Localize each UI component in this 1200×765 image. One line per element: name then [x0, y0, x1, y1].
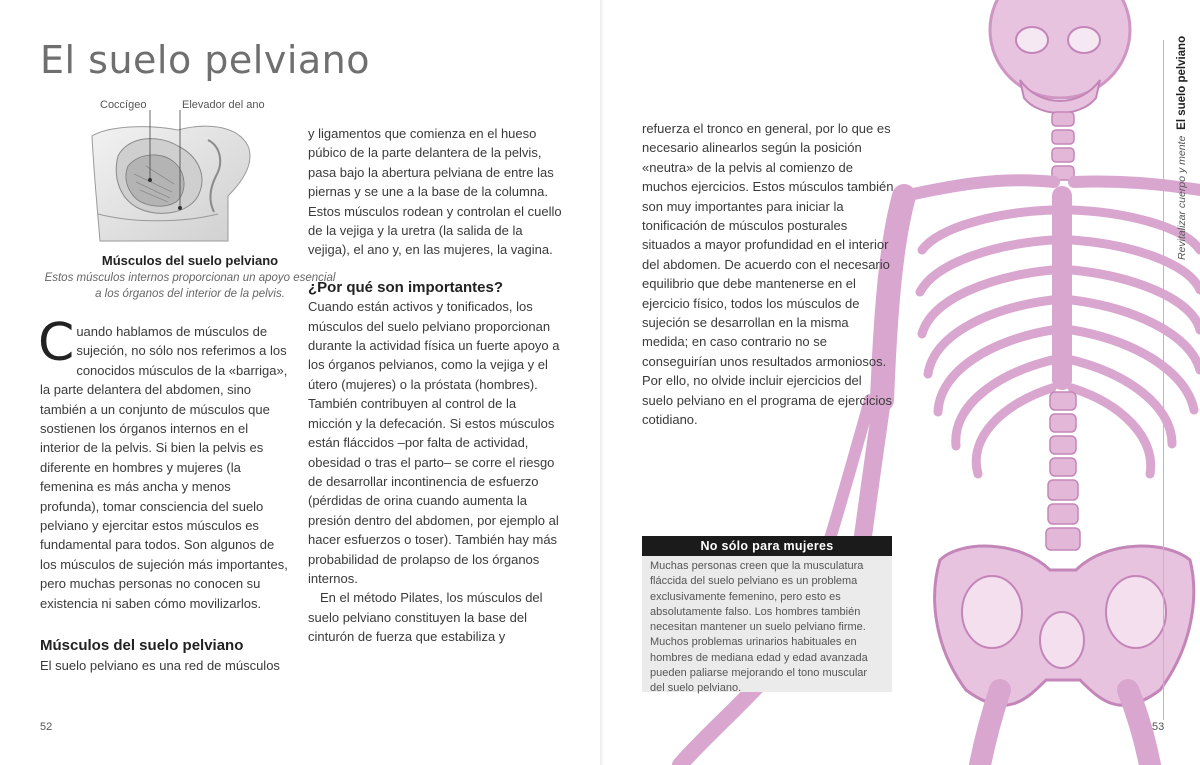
importance-paragraph: Cuando están activos y tonificados, los músculos del suelo pelviano proporcionan durante la actividad física un fuerte apoyo a los órganos pelvianos, como la vejiga y el útero (mujeres) o la próstata (hombres). También contribuyen al control de la micción y la defecación. Si estos músculos están fláccidos –por falta de actividad, obesidad o tras el parto– se corre el riesgo de desarrollar incontinencia de esfuerzo (pérdidas de orina cuando aumenta la presión dentro del abdomen, por ejemplo al hacer esfuerzos o toser). También hay más probabilidad de prolapso de los órganos internos. — [308, 299, 560, 586]
page-number-left: 52 — [40, 721, 53, 733]
running-head-text — [1176, 36, 1188, 260]
running-head — [1176, 35, 1190, 260]
drop-cap: C — [38, 313, 75, 373]
text-column-3 — [642, 119, 894, 430]
running-head-title: El suelo pelviano — [1176, 35, 1188, 130]
page-gutter — [600, 0, 604, 765]
pilates-paragraph: En el método Pilates, los músculos del suelo pelviano constituyen la base del cinturón de fuerza que estabiliza y — [308, 590, 543, 645]
section-heading-importance: ¿Por qué son importantes? — [308, 278, 504, 296]
intro-paragraph — [38, 313, 290, 613]
section-heading-pelvic-floor: Músculos del suelo pelviano — [40, 637, 244, 655]
sidebar-box-text: Muchas personas creen que la musculatura fláccida del suelo pelviano es un problema exclusivamente femenino, pero esto es absolutamente falso. Los hombres también necesitan mantener un suelo pelviano firme. Muchos problemas urinarios habituales en hombres de mediana edad y edad avanzada pueden paliarse mejorando el tono muscular del suelo pelviano. — [650, 560, 868, 695]
column2-continuation: y ligamentos que comienza en el hueso púbico de la parte delantera de la pelvis, pasa bajo la abertura pelviana de entre las piernas y se une a la base de la columna. Estos músculos rodean y controlan el cuello de la vejiga y la uretra (la salida de la vejiga), el ano y, en las mujeres, la vagina. — [308, 126, 562, 258]
page-number-right: 53 — [1152, 721, 1165, 733]
label-coccyx: Coccígeo — [100, 99, 147, 111]
pelvic-floor-illustration — [88, 96, 288, 246]
illustration-caption-title: Músculos del suelo pelviano — [101, 253, 279, 268]
text-column-1 — [38, 313, 290, 675]
sidebar-box — [642, 536, 892, 695]
text-column-2 — [308, 124, 562, 647]
illustration-caption-text: Estos músculos internos proporcionan un apoyo esencial a los órganos del interior de la pelvis. — [44, 272, 336, 300]
intro-text: uando hablamos de músculos de sujeción, no sólo nos referimos a los conocidos músculos de la «barriga», la parte delantera del abdomen, sino también a un conjunto de músculos que sostienen los órganos internos en el interior de la pelvis. Si bien la pelvis es diferente en hombres y mujeres (la femenina es más ancha y menos profunda), tomar consciencia del suelo pelviano y ejercitar estos músculos es fundamental para todos. Son algunos de los músculos de sujeción más importantes, pero muchas personas no conocen su existencia ni saben cómo movilizarlos. — [40, 324, 288, 611]
running-head-rule — [1163, 40, 1164, 720]
page-title: El suelo pelviano — [40, 38, 371, 82]
pelvis-diagram-icon — [88, 96, 288, 246]
running-head-section: Revitalizar cuerpo y mente — [1176, 135, 1188, 260]
sidebar-box-title: No sólo para mujeres — [642, 536, 892, 556]
section-paragraph: El suelo pelviano es una red de músculos — [40, 657, 280, 673]
label-levator: Elevador del ano — [182, 99, 265, 111]
column3-paragraph: refuerza el tronco en general, por lo que es necesario alinearlos según la posición «neutra» de la pelvis al comienzo de muchos ejercicios. Estos músculos también son muy importantes para iniciar la tonificación de músculos posturales situados a mayor profundidad en el interior del abdomen. De acuerdo con el necesario equilibrio que debe mantenerse en el ejercicio físico, todos los músculos de sujeción se desarrollan en la misma medida; en caso contrario no se conseguirían unos resultados armoniosos. Por ello, no olvide incluir ejercicios del suelo pelviano en el programa de ejercicios cotidiano. — [642, 121, 894, 428]
